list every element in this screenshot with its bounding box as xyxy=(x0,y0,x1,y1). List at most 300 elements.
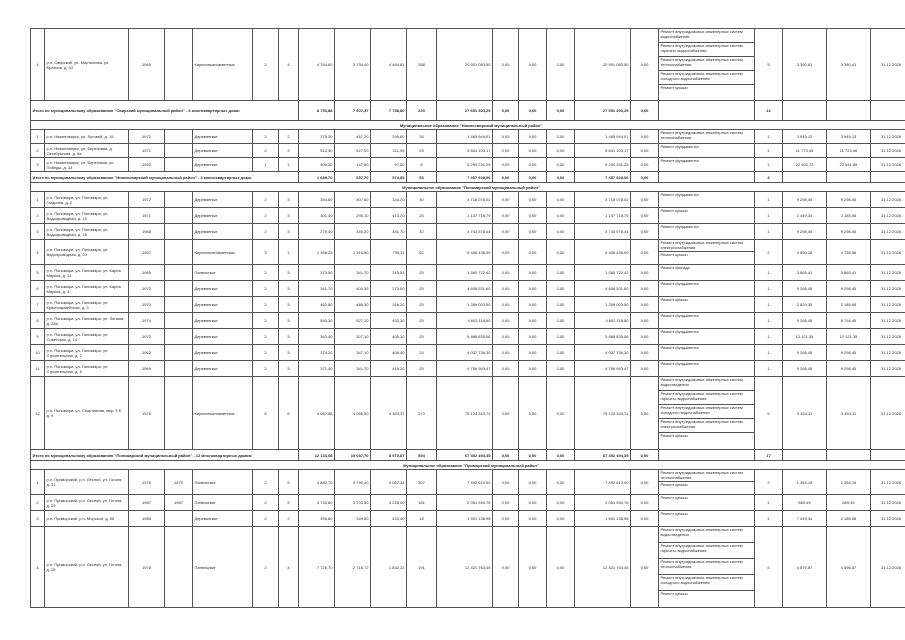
table-cell: 0,00 xyxy=(631,265,659,281)
table-cell: 2 xyxy=(253,265,279,281)
table-cell: 0,00 xyxy=(493,297,519,313)
table-cell: 2 xyxy=(253,511,279,527)
subtotal-label: Итого по муниципальному образованию "Нижнесвирский муниципальный район" - 3 многоквартирных дома: xyxy=(31,172,299,183)
table-cell: 4 718 078,02 xyxy=(575,192,631,208)
table-cell: 31.12.2026 xyxy=(871,345,905,361)
work-type-item: Ремонт фасада xyxy=(660,265,690,270)
table-cell: 1 137 718,79 xyxy=(575,208,631,224)
subtotal-row xyxy=(31,172,905,183)
work-type-item: Ремонт фундамента xyxy=(660,329,699,334)
table-cell: 20 901 083,50 xyxy=(437,29,493,101)
table-cell: 441,70 xyxy=(371,224,407,240)
table-cell: 0,00 xyxy=(493,224,519,240)
table-cell: 0,00 xyxy=(519,130,547,144)
table-cell: 9 298,45 xyxy=(827,192,871,208)
table-cell: Деревянные xyxy=(193,329,253,345)
work-types-cell xyxy=(659,29,755,101)
work-types-cell xyxy=(659,527,755,608)
work-types-cell xyxy=(659,158,755,172)
table-cell: 270 xyxy=(407,377,437,450)
table-cell: 0,00 xyxy=(547,265,575,281)
table-cell: 5 290 231,25 xyxy=(437,158,493,172)
table-cell: 0,00 xyxy=(493,527,519,608)
table-cell: Кирпичные/каменные xyxy=(193,29,253,101)
table-cell: 2 449,34 xyxy=(783,208,827,224)
table-cell: Деревянные xyxy=(193,511,253,527)
subtotal-cell: 0,00 xyxy=(493,172,519,183)
section-title: Муниципальное образование "Нижнесвирский муниципальный район" xyxy=(31,121,905,130)
table-cell xyxy=(165,297,193,313)
table-cell: 2 051 940,76 xyxy=(437,495,493,511)
table-cell: 31.12.2026 xyxy=(871,144,905,158)
table-cell: 301,40 xyxy=(299,208,335,224)
table-cell: 9 298,45 xyxy=(827,224,871,240)
work-type-item: Ремонт внутридомовых инженерных систем холодного водоснабжения xyxy=(659,71,754,85)
table-cell: 2 xyxy=(253,130,279,144)
table-cell: 0,00 xyxy=(631,281,659,297)
table-cell: 5 888 835,06 xyxy=(575,329,631,345)
table-cell: 0,00 xyxy=(547,313,575,329)
table-cell: 0,00 xyxy=(547,495,575,511)
table-cell: 0,00 xyxy=(547,29,575,101)
table-cell: р.п. Нижнесвирск, ул. Березовая, д. Октябрьская, д. 9а xyxy=(45,144,129,158)
schedule-sheet xyxy=(30,28,902,608)
table-cell: 22 541,85 xyxy=(827,158,871,172)
table-cell: 0,00 xyxy=(547,281,575,297)
work-type-item: Ремонт фундамента xyxy=(660,313,699,318)
table-cell: 4 037 736,30 xyxy=(437,345,493,361)
table-cell: 1968 xyxy=(129,224,165,240)
table-cell: 0,00 xyxy=(519,329,547,345)
table-cell: 191 xyxy=(407,527,437,608)
table-cell: р.п. Пономари, ул. Пономари, ул. Водопроводная, д. 20 xyxy=(45,240,129,265)
table-cell: 147,80 xyxy=(335,158,371,172)
table-cell: 3 xyxy=(31,158,45,172)
table-cell: 2 xyxy=(31,144,45,158)
table-body xyxy=(31,29,905,608)
table-cell: 341,70 xyxy=(335,361,371,377)
table-cell: 3 945,12 xyxy=(783,130,827,144)
subtotal-label: Итого по муниципальному образованию "Пономарский муниципальный район" - 12 многоквартирных домов: xyxy=(31,450,299,461)
table-cell: 3 xyxy=(31,511,45,527)
work-type-item: Ремонт внутридомовых инженерных систем теплоснабжения xyxy=(659,470,754,482)
table-cell: Деревянные xyxy=(193,192,253,208)
table-cell: р.п. Приморский, р.п. Морской, д. 56 xyxy=(45,511,129,527)
table-cell: 2 829,39 xyxy=(783,297,827,313)
table-cell: 2 xyxy=(253,224,279,240)
table-cell: 5 xyxy=(253,377,279,450)
table-cell: 1969 xyxy=(129,361,165,377)
table-cell: Деревянные xyxy=(193,281,253,297)
section-title: Муниципальное образование "Приморский муниципальный район" xyxy=(31,461,905,470)
subtotal-cell xyxy=(783,450,827,461)
work-types-cell xyxy=(659,208,755,224)
table-cell: 4 xyxy=(279,29,299,101)
subtotal-cell: 220 xyxy=(407,101,437,121)
table-cell: р.п. Приморский, р.п. Лесной, ул. Гоголя, д. 25 xyxy=(45,527,129,608)
table-cell: 0,00 xyxy=(631,224,659,240)
subtotal-cell: 0,00 xyxy=(631,172,659,183)
work-types-cell xyxy=(659,329,755,345)
table-cell: Деревянные xyxy=(193,130,253,144)
table-cell: 0,00 xyxy=(547,144,575,158)
table-cell: 7 492 610,90 xyxy=(437,470,493,495)
table-cell: 181 xyxy=(407,495,437,511)
table-cell: Деревянные xyxy=(193,297,253,313)
table-cell: р.п. Пономари, ул. Пономари, ул. Строительная, д. 2 xyxy=(45,345,129,361)
table-cell: 1 354,19 xyxy=(783,470,827,495)
table-cell: 0,00 xyxy=(493,144,519,158)
subtotal-cell: 0,00 xyxy=(493,450,519,461)
table-cell: 1985 xyxy=(129,511,165,527)
table-cell xyxy=(165,281,193,297)
table-cell: 0,00 xyxy=(547,527,575,608)
table-cell: 1 xyxy=(755,281,783,297)
table-cell xyxy=(165,130,193,144)
table-cell: Панельные xyxy=(193,495,253,511)
table-cell: 5 888 835,06 xyxy=(437,329,493,345)
table-row xyxy=(31,361,905,377)
table-cell: 3 xyxy=(253,240,279,265)
table-cell: 2 xyxy=(253,470,279,495)
work-types-cell xyxy=(659,224,755,240)
subtotal-cell xyxy=(827,450,871,461)
table-cell: 3 745,80 xyxy=(299,495,335,511)
table-cell: 1 xyxy=(755,495,783,511)
table-cell: 2 716,72 xyxy=(335,527,371,608)
table-row xyxy=(31,345,905,361)
table-cell: 31.12.2026 xyxy=(871,329,905,345)
table-cell: 3 xyxy=(279,208,299,224)
table-row xyxy=(31,313,905,329)
table-cell: 4 608 531,60 xyxy=(575,281,631,297)
table-cell: 413,20 xyxy=(371,208,407,224)
table-cell: 0,00 xyxy=(519,224,547,240)
work-type-item: Ремонт внутридомовых инженерных систем водоснабжения xyxy=(659,29,754,43)
table-cell: 462,80 xyxy=(299,297,335,313)
capital-repair-table xyxy=(30,28,905,608)
table-cell xyxy=(165,265,193,281)
table-cell: 1 465 944,01 xyxy=(575,130,631,144)
table-cell: 400,30 xyxy=(299,158,335,172)
table-cell: 25 xyxy=(407,281,437,297)
table-cell: 400,39 xyxy=(335,281,371,297)
table-cell: 869,49 xyxy=(783,495,827,511)
table-cell: 1 xyxy=(31,192,45,208)
table-cell: 31.12.2026 xyxy=(871,265,905,281)
table-cell: 3 380,41 xyxy=(827,29,871,101)
subtotal-cell: 594 xyxy=(407,450,437,461)
table-cell: 31.12.2026 xyxy=(871,495,905,511)
table-cell: 0,00 xyxy=(631,361,659,377)
table-row xyxy=(31,511,905,527)
subtotal-label: Итого по муниципальному образованию "Свирский муниципальный район" - 4 многоквартирных дома: xyxy=(31,101,299,121)
work-type-item: Ремонт фундамента xyxy=(660,361,699,366)
subtotal-cell: 7 607,37 xyxy=(335,101,371,121)
table-cell: 9 298,45 xyxy=(783,361,827,377)
subtotal-cell: 8 970,87 xyxy=(371,450,407,461)
table-cell: 0,00 xyxy=(493,265,519,281)
table-cell: 3 xyxy=(279,192,299,208)
table-cell xyxy=(165,329,193,345)
table-cell: 9 298,45 xyxy=(783,281,827,297)
table-cell xyxy=(165,208,193,224)
table-cell: 12 421 763,45 xyxy=(437,527,493,608)
table-cell: 799,11 xyxy=(371,240,407,265)
table-cell: Панельные xyxy=(193,527,253,608)
table-cell: 0,00 xyxy=(519,158,547,172)
table-cell: р.п. Приморский, р.п. Лесной, ул. Гоголя, д. 31 xyxy=(45,470,129,495)
subtotal-cell: 1 689,70 xyxy=(299,172,335,183)
table-cell: 25 xyxy=(407,144,437,158)
table-cell: 31.12.2026 xyxy=(871,208,905,224)
table-cell: 0,00 xyxy=(493,345,519,361)
table-cell: 1 xyxy=(755,224,783,240)
table-cell: 0,00 xyxy=(631,511,659,527)
table-cell: 12 xyxy=(31,377,45,450)
table-cell: 1974 xyxy=(129,313,165,329)
subtotal-cell xyxy=(827,101,871,121)
table-cell: 1967 xyxy=(129,240,165,265)
table-cell: 288 xyxy=(407,29,437,101)
table-cell: 1971 xyxy=(129,208,165,224)
table-cell: 3 865,41 xyxy=(827,265,871,281)
table-cell: р.п. Пономари, ул. Пономари, ул. Ленина, д. 23а xyxy=(45,313,129,329)
table-cell: 11 773,45 xyxy=(783,144,827,158)
table-row xyxy=(31,377,905,450)
table-cell: 0,00 xyxy=(519,377,547,450)
table-cell: 31.12.2026 xyxy=(871,361,905,377)
table-cell: 2 xyxy=(253,345,279,361)
table-cell: 295,10 xyxy=(335,208,371,224)
table-cell: 0,00 xyxy=(631,208,659,224)
table-cell: 9 298,45 xyxy=(783,224,827,240)
table-cell: Кирпичные/каменные xyxy=(193,377,253,450)
table-cell: 1965 xyxy=(129,265,165,281)
work-type-item: Ремонт фундамента xyxy=(660,144,699,149)
table-cell: 0,00 xyxy=(631,144,659,158)
table-cell: 0,00 xyxy=(547,511,575,527)
subtotal-cell: 0,00 xyxy=(493,101,519,121)
table-cell: 1 560 722,42 xyxy=(575,265,631,281)
table-cell: 3 xyxy=(279,313,299,329)
table-row xyxy=(31,281,905,297)
table-cell: 2 xyxy=(253,361,279,377)
table-cell: р.п. Пономари, ул. Пономари, ул. Водопроводная, д. 15 xyxy=(45,224,129,240)
table-cell: 1 xyxy=(755,144,783,158)
table-cell: 5 xyxy=(755,527,783,608)
table-cell: 0,00 xyxy=(631,130,659,144)
table-cell: 279,40 xyxy=(299,224,335,240)
table-cell: 0,00 xyxy=(547,361,575,377)
table-cell: 373,50 xyxy=(299,265,335,281)
table-cell: Деревянные xyxy=(193,313,253,329)
table-cell xyxy=(165,361,193,377)
section-header-row xyxy=(31,121,905,130)
table-cell: 1987 xyxy=(129,495,165,511)
subtotal-cell: 0,00 xyxy=(519,172,547,183)
table-cell: 9 298,45 xyxy=(783,313,827,329)
table-cell: 1 xyxy=(755,297,783,313)
table-cell: 12 121,35 xyxy=(827,329,871,345)
table-cell: 2 xyxy=(253,527,279,608)
table-cell: 2 xyxy=(253,495,279,511)
work-type-item: Ремонт фундамента xyxy=(660,345,699,350)
table-cell: 3 390,81 xyxy=(783,29,827,101)
table-cell: 0,00 xyxy=(631,377,659,450)
table-cell: 3 xyxy=(31,224,45,240)
table-cell: 433,40 xyxy=(371,511,407,527)
table-cell: 507,60 xyxy=(335,192,371,208)
table-cell: 307,10 xyxy=(335,329,371,345)
table-cell xyxy=(165,527,193,608)
subtotal-cell xyxy=(871,450,905,461)
table-cell: 0,00 xyxy=(631,470,659,495)
table-cell: 4 602 118,80 xyxy=(437,313,493,329)
table-cell: 0,00 xyxy=(631,345,659,361)
table-cell: 0,00 xyxy=(547,158,575,172)
table-cell: 11 723,46 xyxy=(827,144,871,158)
work-type-item: Ремонт крыши xyxy=(660,482,688,487)
table-cell: 2 xyxy=(279,130,299,144)
table-cell: 0,00 xyxy=(547,224,575,240)
table-cell: 0,00 xyxy=(631,527,659,608)
work-type-item: Ремонт внутридомовых инженерных систем теплоснабжения xyxy=(659,559,754,575)
subtotal-cell: 7 758,80 xyxy=(371,101,407,121)
table-cell: 12 421 763,45 xyxy=(575,527,631,608)
table-cell: 5 xyxy=(755,377,783,450)
work-type-item: Ремонт внутридомовых инженерных систем электроснабжения xyxy=(659,240,754,252)
table-cell: 1976 xyxy=(129,470,165,495)
table-cell: 6 406 436,09 xyxy=(437,240,493,265)
table-cell: 3 454,11 xyxy=(827,377,871,450)
table-cell: 3 xyxy=(279,265,299,281)
table-cell: 0,00 xyxy=(519,527,547,608)
table-cell: 25 xyxy=(407,265,437,281)
table-cell: 0,00 xyxy=(519,345,547,361)
subtotal-cell: 0,00 xyxy=(547,450,575,461)
table-cell: 869,49 xyxy=(827,495,871,511)
table-cell: 4 596,57 xyxy=(827,527,871,608)
table-cell xyxy=(165,158,193,172)
table-cell: 341,70 xyxy=(299,281,335,297)
table-cell: Деревянные xyxy=(193,361,253,377)
table-cell: 1972 xyxy=(129,130,165,144)
table-cell: 354,60 xyxy=(299,192,335,208)
subtotal-cell: 574,85 xyxy=(371,172,407,183)
table-cell: Панельные xyxy=(193,265,253,281)
table-cell: 0,00 xyxy=(631,313,659,329)
table-cell: 5 841 103,17 xyxy=(437,144,493,158)
table-cell: 1670 xyxy=(165,470,193,495)
table-cell: 1 xyxy=(755,329,783,345)
subtotal-cell: 3 xyxy=(755,172,783,183)
table-cell: 3 xyxy=(279,297,299,313)
table-cell: 4 085,00 xyxy=(335,377,371,450)
subtotal-cell: 0,00 xyxy=(631,450,659,461)
table-cell: 6 xyxy=(31,281,45,297)
table-cell xyxy=(165,224,193,240)
table-cell: 1 xyxy=(279,158,299,172)
table-cell: 0,00 xyxy=(519,495,547,511)
work-type-item: Ремонт крыши xyxy=(660,511,688,516)
table-row xyxy=(31,470,905,495)
table-cell: 6 406 436,09 xyxy=(575,240,631,265)
table-row xyxy=(31,265,905,281)
table-cell: 1 xyxy=(755,345,783,361)
table-cell: 1 832,22 xyxy=(371,527,407,608)
table-cell: 4 743 578,44 xyxy=(437,224,493,240)
table-cell: 1 501 138,98 xyxy=(437,511,493,527)
table-cell: 3 xyxy=(279,224,299,240)
table-cell: 4 xyxy=(31,29,45,101)
table-row xyxy=(31,495,905,511)
work-type-item: Ремонт крыши xyxy=(660,208,688,213)
table-cell: 593,30 xyxy=(299,313,335,329)
table-cell: 0,00 xyxy=(493,240,519,265)
table-cell: Деревянные xyxy=(193,345,253,361)
work-type-item: Ремонт внутридомовых инженерных систем холодного водоснабжения xyxy=(659,575,754,591)
table-cell: 4 087,88 xyxy=(299,377,335,450)
table-row xyxy=(31,144,905,158)
table-cell: 31.12.2026 xyxy=(871,130,905,144)
table-cell: 527,00 xyxy=(335,144,371,158)
table-cell: 31.12.2026 xyxy=(871,527,905,608)
table-cell: 2 xyxy=(279,511,299,527)
table-row xyxy=(31,527,905,608)
table-cell: 4 718 078,02 xyxy=(437,192,493,208)
table-cell: 0,00 xyxy=(547,470,575,495)
table-cell: 0,00 xyxy=(519,297,547,313)
table-cell: 8 xyxy=(31,313,45,329)
table-cell: 7 449,34 xyxy=(783,511,827,527)
table-row xyxy=(31,158,905,172)
table-cell: 9 790,40 xyxy=(335,470,371,495)
table-cell: 3 xyxy=(279,361,299,377)
work-type-item: Ремонт крыши xyxy=(660,495,688,500)
table-cell: 467,20 xyxy=(335,130,371,144)
table-cell: 1 560 722,42 xyxy=(437,265,493,281)
table-cell: 2 xyxy=(253,208,279,224)
table-cell: р.п. Пономари, ул. Пономари, ул. Карла Маркса, д. 11 xyxy=(45,265,129,281)
table-cell: 2 185,08 xyxy=(827,208,871,224)
table-cell: 1970 xyxy=(129,297,165,313)
table-cell: р.п. Пономари, ул. Пономари, ул. Строительная, д. 6 xyxy=(45,361,129,377)
table-cell: 4 882,70 xyxy=(299,470,335,495)
table-cell xyxy=(165,511,193,527)
table-cell: 0,00 xyxy=(631,329,659,345)
table-row xyxy=(31,329,905,345)
subtotal-cell: 67 452 494,35 xyxy=(575,450,631,461)
table-cell: 0,00 xyxy=(493,495,519,511)
table-cell xyxy=(165,192,193,208)
table-cell: 0,00 xyxy=(547,240,575,265)
table-cell: 1960 xyxy=(129,29,165,101)
table-cell: 0,00 xyxy=(493,377,519,450)
table-row xyxy=(31,297,905,313)
table-cell: 0,00 xyxy=(547,377,575,450)
work-types-cell xyxy=(659,345,755,361)
work-type-item: Ремонт крыши xyxy=(660,433,688,438)
work-type-item: Ремонт фундамента xyxy=(660,158,699,163)
table-cell: р.п. Пономари, ул. Пономари, ул. Советская, д. 14 xyxy=(45,329,129,345)
table-cell: 1 316,90 xyxy=(335,240,371,265)
table-cell: 8 794,45 xyxy=(827,313,871,329)
table-cell: 4 xyxy=(279,527,299,608)
table-cell: 97,50 xyxy=(371,158,407,172)
table-cell: 10 xyxy=(31,345,45,361)
subtotal-cell: 0,00 xyxy=(547,172,575,183)
